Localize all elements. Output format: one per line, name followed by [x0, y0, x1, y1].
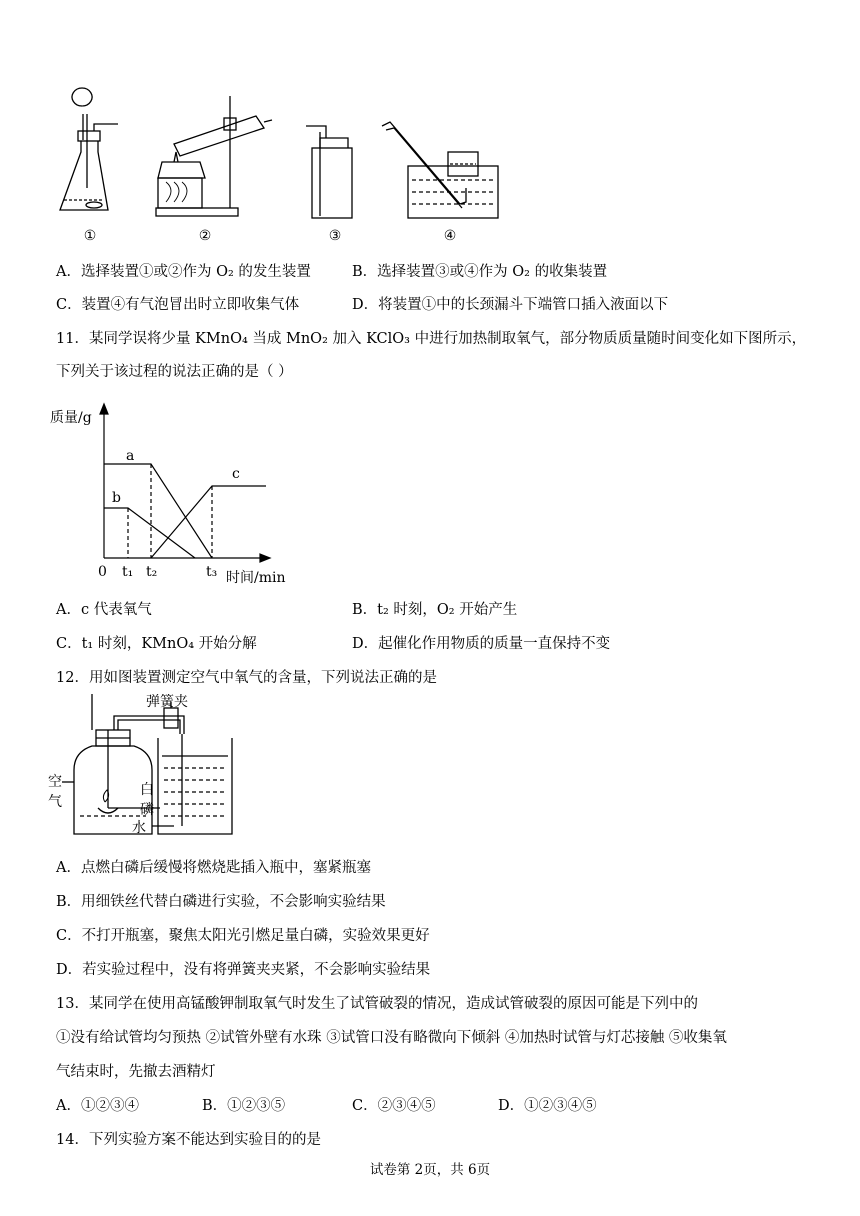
- q13-stem: 13．某同学在使用高锰酸钾制取氧气时发生了试管破裂的情况，造成试管破裂的原因可能是下列中的: [56, 996, 698, 1012]
- q12-stem: 12．用如图装置测定空气中氧气的含量，下列说法正确的是: [56, 670, 437, 686]
- apparatus-label-2: ②: [198, 228, 212, 244]
- q12-option-c: C．不打开瓶塞，聚焦太阳光引燃足量白磷，实验效果更好: [56, 928, 430, 944]
- q11-option-b: B．t₂ 时刻，O₂ 开始产生: [352, 602, 518, 618]
- q11-option-c: C．t₁ 时刻，KMnO₄ 开始分解: [56, 636, 257, 652]
- q12-oxygen-apparatus: [48, 694, 248, 844]
- q11-mass-time-chart: [40, 398, 300, 590]
- q10-option-d: D．将装置①中的长颈漏斗下端管口插入液面以下: [352, 297, 669, 313]
- label-air-1: 空: [48, 774, 62, 790]
- apparatus-label-4: ④: [443, 228, 457, 244]
- q12-option-a: A．点燃白磷后缓慢将燃烧匙插入瓶中，塞紧瓶塞: [56, 860, 371, 876]
- page-footer: 试卷第 2页，共 6页: [369, 1162, 491, 1178]
- q11-stem-line1: 11．某同学误将少量 KMnO₄ 当成 MnO₂ 加入 KClO₃ 中进行加热制取氧气，部分物质质量随时间变化如下图所示，: [56, 331, 807, 347]
- q12-option-d: D．若实验过程中，没有将弹簧夹夹紧，不会影响实验结果: [56, 962, 431, 978]
- q14-stem: 14．下列实验方案不能达到实验目的的是: [56, 1132, 321, 1148]
- series-a-label: a: [126, 448, 135, 464]
- label-phosphorus-2: 磷: [140, 802, 154, 818]
- apparatus-label-1: ①: [83, 228, 97, 244]
- origin-label: 0: [98, 564, 107, 580]
- series-b-line: [104, 508, 195, 558]
- series-b-label: b: [112, 490, 121, 506]
- label-water: 水: [132, 820, 146, 836]
- q11-option-a: A．c 代表氧气: [56, 602, 152, 618]
- q10-option-a: A．选择装置①或②作为 O₂ 的发生装置: [56, 264, 311, 280]
- label-spring-clip: 弹簧夹: [146, 694, 188, 710]
- apparatus-4-trough: [382, 122, 498, 218]
- q13-option-d: D．①②③④⑤: [498, 1098, 597, 1114]
- y-axis-label: 质量/g: [50, 410, 92, 426]
- label-air-2: 气: [48, 794, 62, 810]
- q11-stem-line2: 下列关于该过程的说法正确的是（ ）: [56, 364, 293, 380]
- series-a-line: [104, 464, 212, 558]
- x-axis-label: 时间/min: [226, 570, 286, 586]
- q13-option-b: B．①②③⑤: [202, 1098, 286, 1114]
- apparatus-1-flask: [60, 88, 118, 210]
- apparatus-3-bottle: [306, 126, 352, 218]
- tick-t1: t₁: [122, 564, 134, 580]
- series-c-line: [151, 486, 266, 558]
- apparatus-label-3: ③: [328, 228, 342, 244]
- q13-option-a: A．①②③④: [56, 1098, 139, 1114]
- x-axis-arrow: [260, 554, 270, 562]
- q13-items-line2: 气结束时，先撤去酒精灯: [56, 1064, 216, 1080]
- q13-items-line1: ①没有给试管均匀预热 ②试管外壁有水珠 ③试管口没有略微向下倾斜 ④加热时试管与灯芯接触 ⑤收集氧: [56, 1030, 727, 1046]
- q12-option-b: B．用细铁丝代替白磷进行实验，不会影响实验结果: [56, 894, 386, 910]
- q13-option-c: C．②③④⑤: [352, 1098, 436, 1114]
- q10-option-b: B．选择装置③或④作为 O₂ 的收集装置: [352, 264, 608, 280]
- q10-apparatus-figure: [50, 78, 510, 248]
- y-axis-arrow: [100, 404, 108, 414]
- tick-t2: t₂: [146, 564, 158, 580]
- series-c-label: c: [232, 466, 240, 482]
- tick-t3: t₃: [206, 564, 218, 580]
- apparatus-labels: [84, 228, 457, 244]
- q10-option-c: C．装置④有气泡冒出时立即收集气体: [56, 297, 300, 313]
- label-phosphorus-1: 白: [140, 782, 154, 798]
- apparatus-2-heating: [156, 96, 272, 216]
- q11-option-d: D．起催化作用物质的质量一直保持不变: [352, 636, 611, 652]
